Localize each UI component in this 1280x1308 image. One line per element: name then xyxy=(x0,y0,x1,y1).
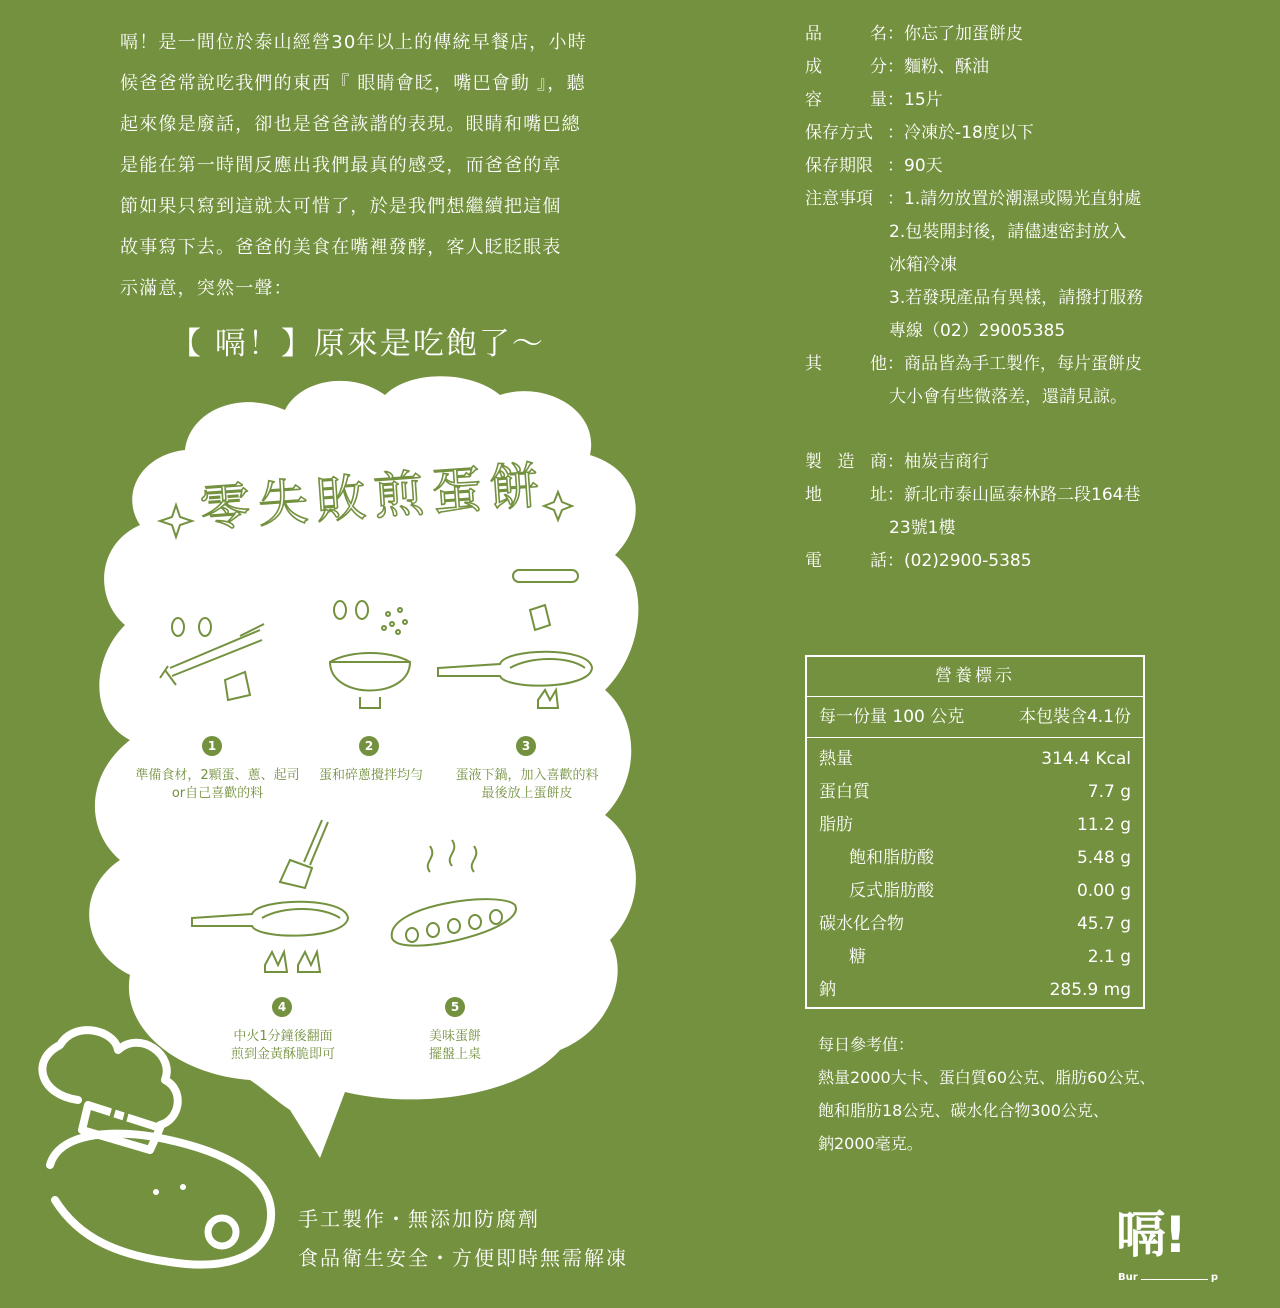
info-label: 注意事項 xyxy=(805,189,873,209)
info-row-name xyxy=(805,18,1225,51)
features xyxy=(298,1200,628,1278)
info-value: ：你忘了加蛋餅皮 xyxy=(887,24,1023,44)
info-row-ingredients xyxy=(805,51,1225,84)
nutrition-title: 營養標示 xyxy=(807,657,1143,697)
story-line: 起來像是廢話，卻也是爸爸詼諧的表現。眼睛和嘴巴總 xyxy=(120,114,581,135)
servings-per-pack: 本包裝含4.1份 xyxy=(1018,707,1131,727)
daily-line: 飽和脂肪18公克、碳水化合物300公克、 xyxy=(818,1101,1109,1120)
info-label: 品 名 xyxy=(805,24,887,44)
info-row-shelf-life xyxy=(805,150,1225,183)
info-row-phone xyxy=(805,545,1225,578)
step-line: 美味蛋餅 xyxy=(428,1029,481,1044)
info-label: 容 量 xyxy=(805,90,887,110)
chef-mouth xyxy=(208,1218,236,1246)
nutrition-row: 反式脂肪酸 0.00 g xyxy=(849,881,1131,901)
story-line: 節如果只寫到這就太可惜了，於是我們想繼續把這個 xyxy=(120,196,562,217)
step-description xyxy=(130,767,305,803)
step-number: 2 xyxy=(359,736,379,756)
feature-line: 食品衛生安全・方便即時無需解凍 xyxy=(298,1246,628,1270)
step-line: 最後放上蛋餅皮 xyxy=(481,786,573,801)
brand-logo xyxy=(1112,1200,1232,1295)
info-value: ：90天 xyxy=(887,156,943,176)
info-value: ：(02)2900-5385 xyxy=(887,551,1032,571)
info-label: 地 址 xyxy=(805,485,887,505)
nutrition-row: 蛋白質 7.7 g xyxy=(819,782,1131,802)
info-row-notes xyxy=(805,183,1225,216)
brand-story xyxy=(120,22,610,309)
step-number: 1 xyxy=(202,736,222,756)
nutrition-row: 脂肪 11.2 g xyxy=(819,815,1131,835)
daily-title: 每日參考值： xyxy=(818,1035,915,1054)
note-line: 冰箱冷凍 xyxy=(889,255,957,275)
info-label: 成 分 xyxy=(805,57,887,77)
story-line: 是能在第一時間反應出我們最真的感受，而爸爸的章 xyxy=(120,155,562,176)
info-row-address xyxy=(805,479,1225,512)
product-info xyxy=(805,18,1225,414)
logo-mark: 嗝! xyxy=(1116,1206,1185,1264)
step-description xyxy=(405,1028,505,1064)
info-value: ：麵粉、酥油 xyxy=(887,57,989,77)
note-line: 3.若發現產品有異樣，請撥打服務 xyxy=(889,288,1144,308)
info-label: 電 話 xyxy=(805,551,887,571)
story-line: 故事寫下去。爸爸的美食在嘴裡發酵，客人眨眨眼表 xyxy=(120,237,562,258)
step-number: 3 xyxy=(516,736,536,756)
manufacturer-info xyxy=(805,446,1225,578)
info-value: ：15片 xyxy=(887,90,943,110)
step-line: 擺盤上桌 xyxy=(428,1047,481,1062)
nutrition-row: 糖 2.1 g xyxy=(849,947,1131,967)
story-line: 候爸爸常說吃我們的東西『 眼睛會眨，嘴巴會動 』，聽 xyxy=(120,73,586,94)
step-line: 中火1分鐘後翻面 xyxy=(233,1029,333,1044)
nutrition-row: 熱量 314.4 Kcal xyxy=(819,749,1131,769)
daily-reference xyxy=(818,1028,1155,1160)
info-label: 其 他 xyxy=(805,354,887,374)
recipe-title-text: 零失敗煎蛋餅 xyxy=(198,455,550,539)
info-value: ：新北市泰山區泰林路二段164巷 xyxy=(887,485,1141,505)
nutrition-rows xyxy=(807,738,1143,1007)
step-line: 蛋和碎蔥攪拌均勻 xyxy=(318,768,423,783)
daily-line: 熱量2000大卡、蛋白質60公克、脂肪60公克、 xyxy=(818,1068,1156,1087)
nutrition-table xyxy=(805,655,1145,1009)
info-label: 製 造 商 xyxy=(805,452,887,472)
step-description xyxy=(306,767,436,785)
chef-face xyxy=(153,1184,186,1195)
info-row-maker xyxy=(805,446,1225,479)
nutrition-row: 飽和脂肪酸 5.48 g xyxy=(849,848,1131,868)
step-line: 煎到金黃酥脆即可 xyxy=(230,1047,335,1062)
recipe-title xyxy=(160,440,580,550)
info-value: ：柚炭吉商行 xyxy=(887,452,989,472)
step-line: 蛋液下鍋，加入喜歡的料 xyxy=(455,768,599,783)
step-description xyxy=(446,767,608,803)
step-line: 準備食材，2顆蛋、蔥、起司 xyxy=(135,768,300,783)
nutrition-serving xyxy=(807,697,1143,738)
serving-size: 每一份量 100 公克 xyxy=(819,707,965,727)
nutrition-row: 鈉 285.9 mg xyxy=(819,980,1131,1000)
story-line: 嗝！是一間位於泰山經營30年以上的傳統早餐店，小時 xyxy=(120,32,587,53)
step-number: 4 xyxy=(272,997,292,1017)
story-line: 示滿意，突然一聲： xyxy=(120,278,293,299)
other-line: 大小會有些微落差，還請見諒。 xyxy=(889,387,1127,407)
step-description xyxy=(212,1028,354,1064)
info-value: ：商品皆為手工製作，每片蛋餅皮 xyxy=(887,354,1142,374)
feature-line: 手工製作・無添加防腐劑 xyxy=(298,1207,540,1231)
step-line: or自己喜歡的料 xyxy=(171,786,264,801)
info-value: ：1.請勿放置於潮濕或陽光直射處 xyxy=(887,189,1142,209)
nutrition-row: 碳水化合物 45.7 g xyxy=(819,914,1131,934)
info-row-capacity xyxy=(805,84,1225,117)
address-line: 23號1樓 xyxy=(889,518,956,538)
info-row-storage xyxy=(805,117,1225,150)
info-label: 保存期限 xyxy=(805,156,873,176)
slogan: 【 嗝！】原來是吃飽了～ xyxy=(170,326,545,362)
note-line: 2.包裝開封後，請儘速密封放入 xyxy=(889,222,1127,242)
info-label: 保存方式 xyxy=(805,123,873,143)
note-line: 專線（02）29005385 xyxy=(889,321,1066,341)
daily-line: 鈉2000毫克。 xyxy=(818,1134,923,1153)
logo-wordmark: Bur p xyxy=(1118,1272,1218,1283)
step-number: 5 xyxy=(445,997,465,1017)
info-row-other xyxy=(805,348,1225,381)
info-value: ：冷凍於-18度以下 xyxy=(887,123,1034,143)
